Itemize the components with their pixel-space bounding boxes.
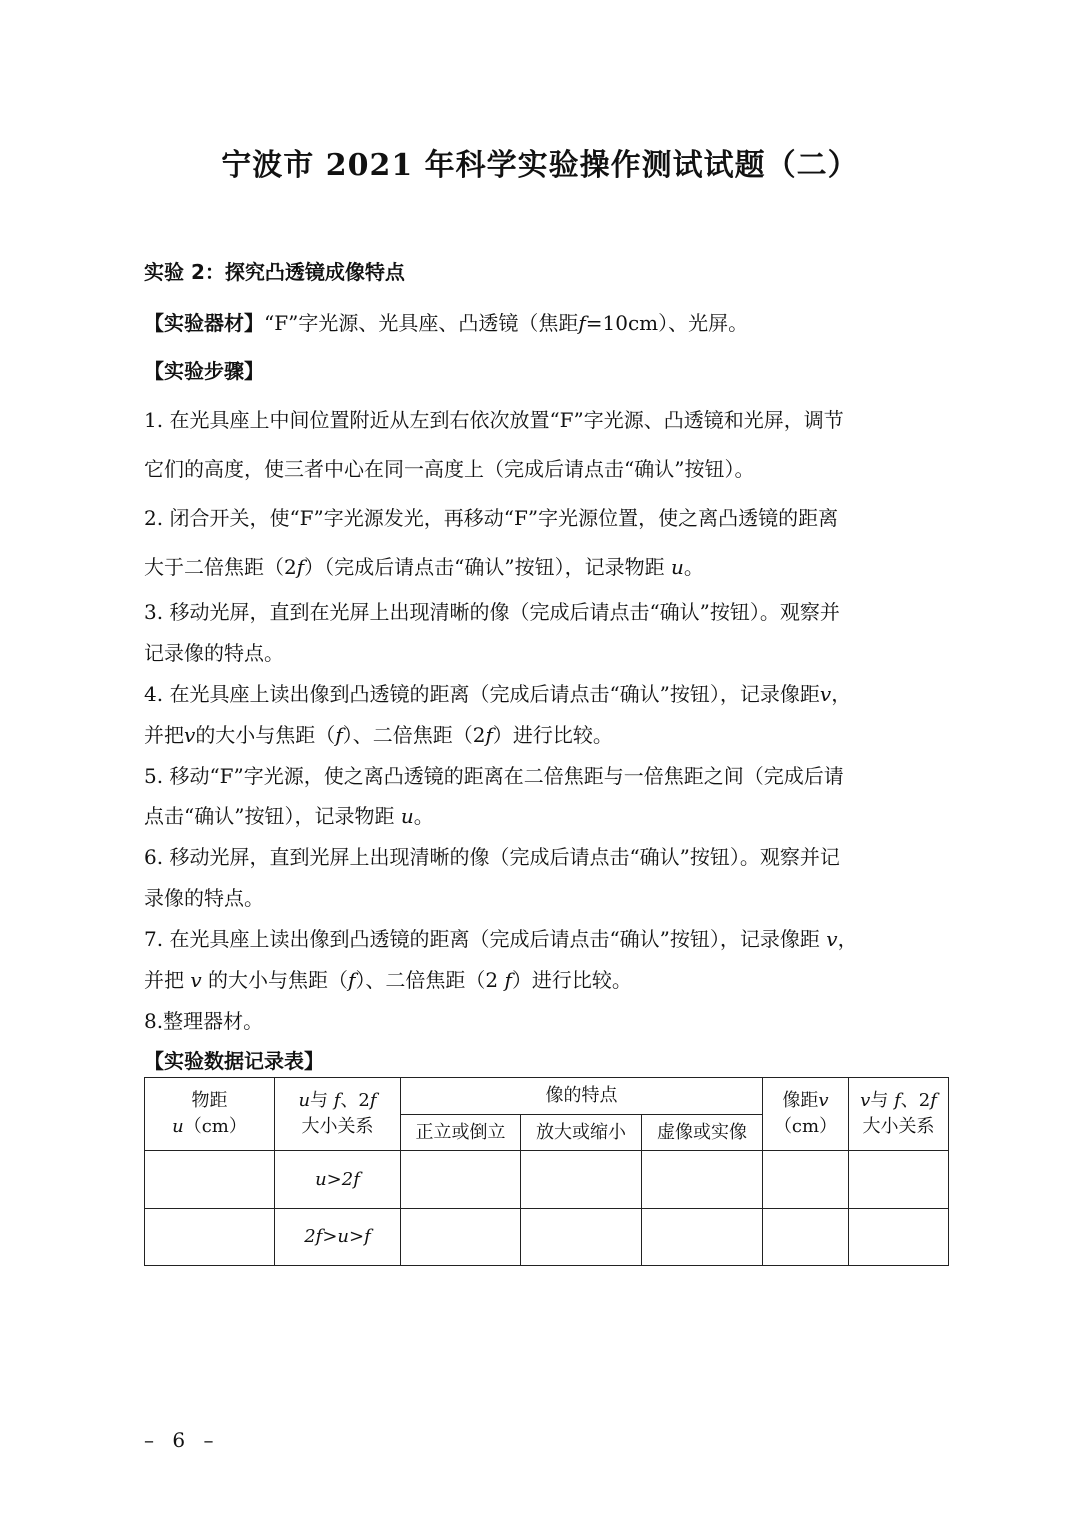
step-5-line-2 — [144, 800, 944, 829]
step-2-line-1: 2. 闭合开关，使“F”字光源发光，再移动“F”字光源位置，使之离凸透镜的距离 — [144, 506, 839, 530]
page-title: 宁波市 2021 年科学实验操作测试试题（二） — [221, 148, 859, 183]
cell-object-distance[interactable] — [145, 1209, 275, 1266]
step-4-var-v: v — [819, 682, 832, 706]
step-5-text-a: 点击“确认”按钮），记录物距 — [144, 804, 401, 828]
header-u-relation: u与 f、2f 大小关系 — [275, 1078, 401, 1151]
step-7-l2-d: ）进行比较。 — [511, 968, 632, 992]
header-upright-inverted: 正立或倒立 — [401, 1115, 521, 1151]
experiment-title: 实验 2：探究凸透镜成像特点 — [144, 260, 405, 284]
step-8-line: 8.整理器材。 — [144, 1009, 264, 1033]
step-1-line-1: 1. 在光具座上中间位置附近从左到右依次放置“F”字光源、凸透镜和光屏，调节 — [144, 408, 844, 432]
table-row — [145, 1151, 949, 1209]
step-7-l2-a: 并把 — [144, 968, 191, 992]
step-4-l2-f: f — [335, 723, 343, 747]
step-7-l2-c: ）、二倍焦距（2 — [355, 968, 505, 992]
step-7-text-a: 7. 在光具座上读出像到凸透镜的距离（完成后请点击“确认”按钮），记录像距 — [144, 927, 827, 951]
step-4-line-1 — [144, 678, 944, 707]
step-7-end: ， — [837, 927, 858, 951]
materials-text-b: =10cm）、光屏。 — [585, 311, 749, 335]
step-7-l2-f: f — [348, 968, 356, 992]
step-4-l2-v: v — [184, 723, 196, 747]
steps-label: 【实验步骤】 — [144, 359, 264, 383]
header-virtual-real: 虚像或实像 — [642, 1115, 763, 1151]
header-v-relation: v与 f、2f 大小关系 — [849, 1078, 949, 1151]
step-7-line-1 — [144, 923, 944, 952]
cell-virtual[interactable] — [642, 1151, 763, 1209]
cell-condition: 2f>u>f — [275, 1209, 401, 1266]
materials-text-a: “F”字光源、光具座、凸透镜（焦距 — [264, 311, 579, 335]
step-3-line-1: 3. 移动光屏，直到在光屏上出现清晰的像（完成后请点击“确认”按钮）。观察并 — [144, 600, 840, 624]
step-7-l2-b: 的大小与焦距（ — [201, 968, 349, 992]
cell-upright[interactable] — [401, 1209, 521, 1266]
step-4-l2-a: 并把 — [144, 723, 184, 747]
cell-v-relation[interactable] — [849, 1151, 949, 1209]
step-4-text-a: 4. 在光具座上读出像到凸透镜的距离（完成后请点击“确认”按钮），记录像距 — [144, 682, 820, 706]
header-image-features: 像的特点 — [401, 1078, 763, 1115]
header-image-distance: 像距v （cm） — [763, 1078, 849, 1151]
cell-object-distance[interactable] — [145, 1151, 275, 1209]
step-2-text-b: ）（完成后请点击“确认”按钮），记录物距 — [304, 555, 671, 579]
step-1-line-2: 它们的高度，使三者中心在同一高度上（完成后请点击“确认”按钮）。 — [144, 457, 755, 481]
step-5-end: 。 — [413, 804, 434, 828]
step-7-line-2 — [144, 964, 944, 993]
step-4-l2-d: ）进行比较。 — [492, 723, 613, 747]
step-2-var-u: u — [670, 555, 684, 579]
table-label: 【实验数据记录表】 — [144, 1049, 324, 1073]
cell-virtual[interactable] — [642, 1209, 763, 1266]
cell-magnified[interactable] — [521, 1151, 642, 1209]
cell-image-distance[interactable] — [763, 1209, 849, 1266]
step-5-var-u: u — [400, 804, 414, 828]
table-header-row-1 — [145, 1078, 949, 1115]
step-4-l2-b: 的大小与焦距（ — [195, 723, 336, 747]
step-6-line-2: 录像的特点。 — [144, 886, 264, 910]
step-2-text-a: 大于二倍焦距（2 — [144, 555, 297, 579]
step-7-l2-v: v — [190, 968, 202, 992]
step-7-var-v: v — [826, 927, 838, 951]
materials-line — [144, 307, 944, 336]
step-2-var-f: f — [296, 555, 305, 579]
table-row — [145, 1209, 949, 1266]
materials-label: 【实验器材】 — [144, 311, 264, 335]
step-4-l2-f2: f — [485, 723, 493, 747]
materials-var-f: f — [578, 311, 586, 335]
cell-condition: u>2f — [275, 1151, 401, 1209]
step-4-line-2 — [144, 719, 944, 748]
step-4-end: ， — [831, 682, 852, 706]
step-3-line-2: 记录像的特点。 — [144, 641, 284, 665]
step-7-l2-f2: f — [504, 968, 512, 992]
header-magnified-reduced: 放大或缩小 — [521, 1115, 642, 1151]
page-number: – 6 – — [144, 1428, 220, 1452]
data-record-table — [144, 1077, 949, 1266]
cell-v-relation[interactable] — [849, 1209, 949, 1266]
step-2-end: 。 — [683, 555, 704, 579]
cell-magnified[interactable] — [521, 1209, 642, 1266]
cell-upright[interactable] — [401, 1151, 521, 1209]
step-6-line-1: 6. 移动光屏，直到光屏上出现清晰的像（完成后请点击“确认”按钮）。观察并记 — [144, 845, 840, 869]
step-2-line-2 — [144, 551, 944, 580]
step-5-line-1: 5. 移动“F”字光源，使之离凸透镜的距离在二倍焦距与一倍焦距之间（完成后请 — [144, 764, 844, 788]
step-4-l2-c: ）、二倍焦距（2 — [342, 723, 486, 747]
cell-image-distance[interactable] — [763, 1151, 849, 1209]
header-object-distance: 物距 u（cm） — [145, 1078, 275, 1151]
